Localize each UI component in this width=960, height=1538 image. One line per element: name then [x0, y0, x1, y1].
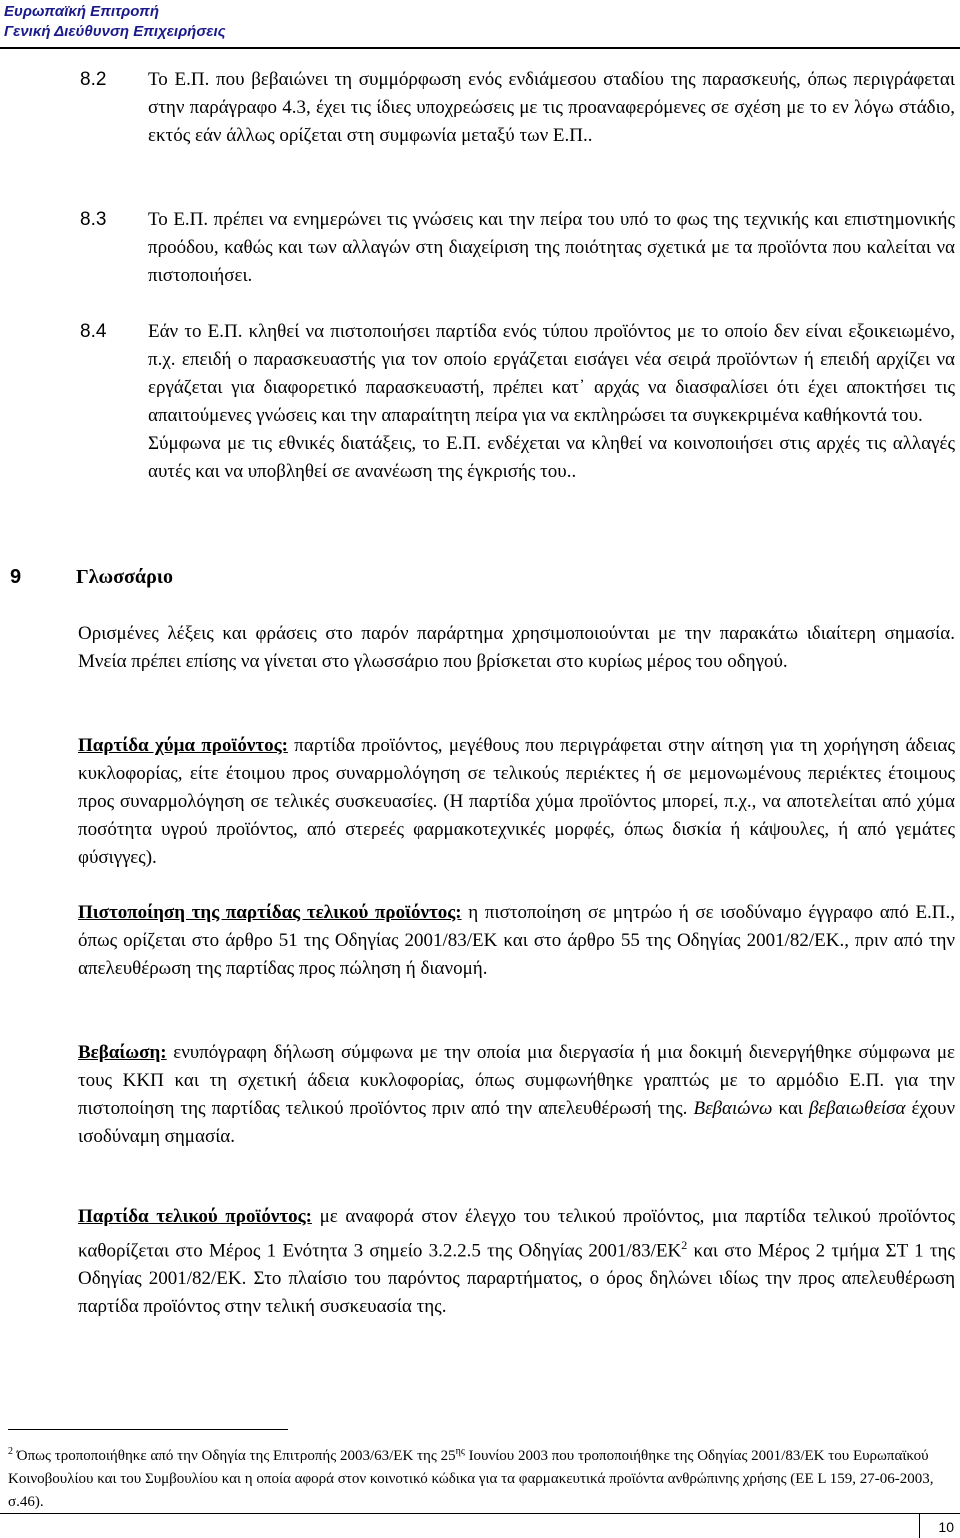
footnote-text: Όπως τροποποιήθηκε από την Οδηγία της Επιτροπής 2003/63/ΕΚ της 25 — [16, 1448, 456, 1464]
header-org: Ευρωπαϊκή Επιτροπή — [4, 3, 159, 20]
header-directorate: Γενική Διεύθυνση Επιχειρήσεις — [4, 23, 226, 40]
glossary-term-final: Παρτίδα τελικού προϊόντος: — [78, 1206, 312, 1227]
glossary-italic-word-2: βεβαιωθείσα — [808, 1098, 906, 1119]
header-rule — [0, 47, 960, 49]
item-8-4-text-second: Σύμφωνα με τις εθνικές διατάξεις, το Ε.Π. ενδέχεται να κληθεί να κοινοποιήσει στις αρχές τις αλλαγές αυτές και να υποβληθεί σε ανανέωση της έγκρισής του.. — [148, 433, 955, 482]
glossary-intro: Ορισμένες λέξεις και φράσεις στο παρόν παράρτημα χρησιμοποιούνται με την παρακάτω ιδιαίτερη σημασία. Μνεία πρέπει επίσης να γίνεται στο γλωσσάριο που βρίσκεται στο κυρίως μέρος του οδηγού. — [78, 623, 955, 672]
glossary-definition-bulk: παρτίδα προϊόντος, μεγέθους που περιγράφεται στην αίτηση για τη χορήγηση άδειας κυκλοφορίας, είτε έτοιμου προς συναρμολόγηση σε τελικούς περιέκτες ή σε μεμονωμένους περιέκτες έτοιμους προς συναρμολόγηση σε τελικές συσκευασίες. (Η παρτίδα χύμα προϊόντος μπορεί, π.χ., να αποτελείται από χύμα ποσότητα υγρού προϊόντος, από στερεές φαρμακοτεχνικές μορφές, όπως δισκία ή κάψουλες, ή από γεμάτες φύσιγγες). — [78, 735, 956, 868]
glossary-entry-certification — [78, 899, 955, 983]
glossary-definition-confirmation: ενυπόγραφη δήλωση σύμφωνα με την οποία μια διεργασία ή μια δοκιμή διενεργήθηκε σύμφωνα με τους ΚΚΠ και τη σχετική άδεια κυκλοφορίας, όπως συμφωνήθηκε γραπτώς με το αρμόδιο Ε.Π. για την πιστοποίηση της παρτίδας τελικού προϊόντος πριν από την απελευθέρωσή της. — [78, 1042, 955, 1119]
document-header — [4, 2, 226, 42]
item-8-4-text-main: Εάν το Ε.Π. κληθεί να πιστοποιήσει παρτίδα ενός τύπου προϊόντος με το οποίο δεν είναι εξοικειωμένο, π.χ. επειδή ο παρασκευαστής για τον οποίο εργάζεται εισάγει νέα σειρά προϊόντων ή επειδή αρχίζει να εργάζεται για διαφορετικό παρασκευαστή, πρέπει κατ᾽ αρχάς να διασφαλίσει ότι έχει αποκτήσει τις απαιτούμενες γνώσεις και την απαραίτητη πείρα για να εκπληρώσει τα συγκεκριμένα καθήκοντά του. — [148, 321, 955, 426]
item-8-4-text — [148, 318, 955, 486]
glossary-confirmation-tail: έχουν ισοδύναμη σημασία. — [78, 1098, 956, 1147]
item-8-2-text: Το Ε.Π. που βεβαιώνει τη συμμόρφωση ενός ενδιάμεσου σταδίου της παρασκευής, όπως περιγράφεται στην παράγραφο 4.3, έχει τις ίδιες υποχρεώσεις με τις προαναφερόμενες σε σχέση με το εν λόγω στάδιο, εκτός εάν άλλως ορίζεται στη συμφωνία μεταξύ των Ε.Π.. — [148, 69, 955, 146]
glossary-term-confirmation: Βεβαίωση: — [78, 1042, 167, 1063]
footnote — [8, 1440, 953, 1514]
footnote-mark: 2 — [8, 1446, 13, 1457]
page-footer — [0, 1513, 960, 1538]
glossary-term-bulk: Παρτίδα χύμα προϊόντος: — [78, 735, 288, 756]
glossary-definition-certification: η πιστοποίηση σε μητρώο ή σε ισοδύναμο έγγραφο από Ε.Π., όπως ορίζεται στο άρθρο 51 της Οδηγίας 2001/83/ΕΚ και στο άρθρο 55 της Οδηγίας 2001/82/ΕΚ., πριν από την απελευθέρωση της παρτίδας προς πώληση ή διανομή. — [78, 902, 956, 979]
footnote-text-cont: Ιουνίου 2003 που τροποποιήθηκε της Οδηγίας 2001/83/ΕΚ του Ευρωπαϊκού Κοινοβουλίου και του Συμβουλίου και η οποία αφορά στον κοινοτικό κώδικα για τα φαρμακευτικά προϊόντα ανθρώπινης χρήσης (ΕΕ L 159, 27-06-2003, σ.46). — [8, 1448, 934, 1510]
glossary-definition-final: με αναφορά στον έλεγχο του τελικού προϊόντος, μια παρτίδα τελικού προϊόντος καθορίζεται στο Μέρος 1 Ενότητα 3 σημείο 3.2.2.5 της Οδηγίας 2001/83/ΕΚ — [78, 1206, 956, 1262]
glossary-definition-final-cont: και στο Μέρος 2 τμήμα ΣΤ 1 της Οδηγίας 2001/82/ΕΚ. Στο πλαίσιο του παρόντος παραρτήματος, ο όρος δηλώνει ιδίως την προς απελευθέρωση παρτίδα προϊόντος στην τελική συσκευασία της. — [78, 1240, 956, 1318]
section-title: Γλωσσάριο — [76, 566, 173, 588]
glossary-term-certification: Πιστοποίηση της παρτίδας τελικού προϊόντος: — [78, 902, 462, 923]
glossary-entry-final — [78, 1203, 955, 1321]
glossary-entry-bulk — [78, 732, 955, 872]
item-8-3-text: Το Ε.Π. πρέπει να ενημερώνει τις γνώσεις και την πείρα του υπό το φως της τεχνικής και επιστημονικής προόδου, καθώς και των αλλαγών στη διαχείριση της ποιότητας σχετικά με τα προϊόντα που καλείται να πιστοποιήσει. — [148, 209, 955, 286]
footnote-sup: ης — [455, 1446, 465, 1457]
glossary-entry-confirmation — [78, 1039, 955, 1151]
item-number-8-2: 8.2 — [80, 69, 107, 90]
footnote-rule — [8, 1429, 288, 1430]
section-number: 9 — [10, 566, 22, 588]
footnote-ref[interactable]: 2 — [681, 1238, 688, 1252]
item-number-8-4: 8.4 — [80, 321, 107, 342]
item-number-8-3: 8.3 — [80, 209, 107, 230]
glossary-italic-word-1: Βεβαιώνω — [693, 1098, 773, 1119]
page-number: 10 — [938, 1519, 954, 1535]
glossary-word-and: και — [778, 1098, 803, 1119]
